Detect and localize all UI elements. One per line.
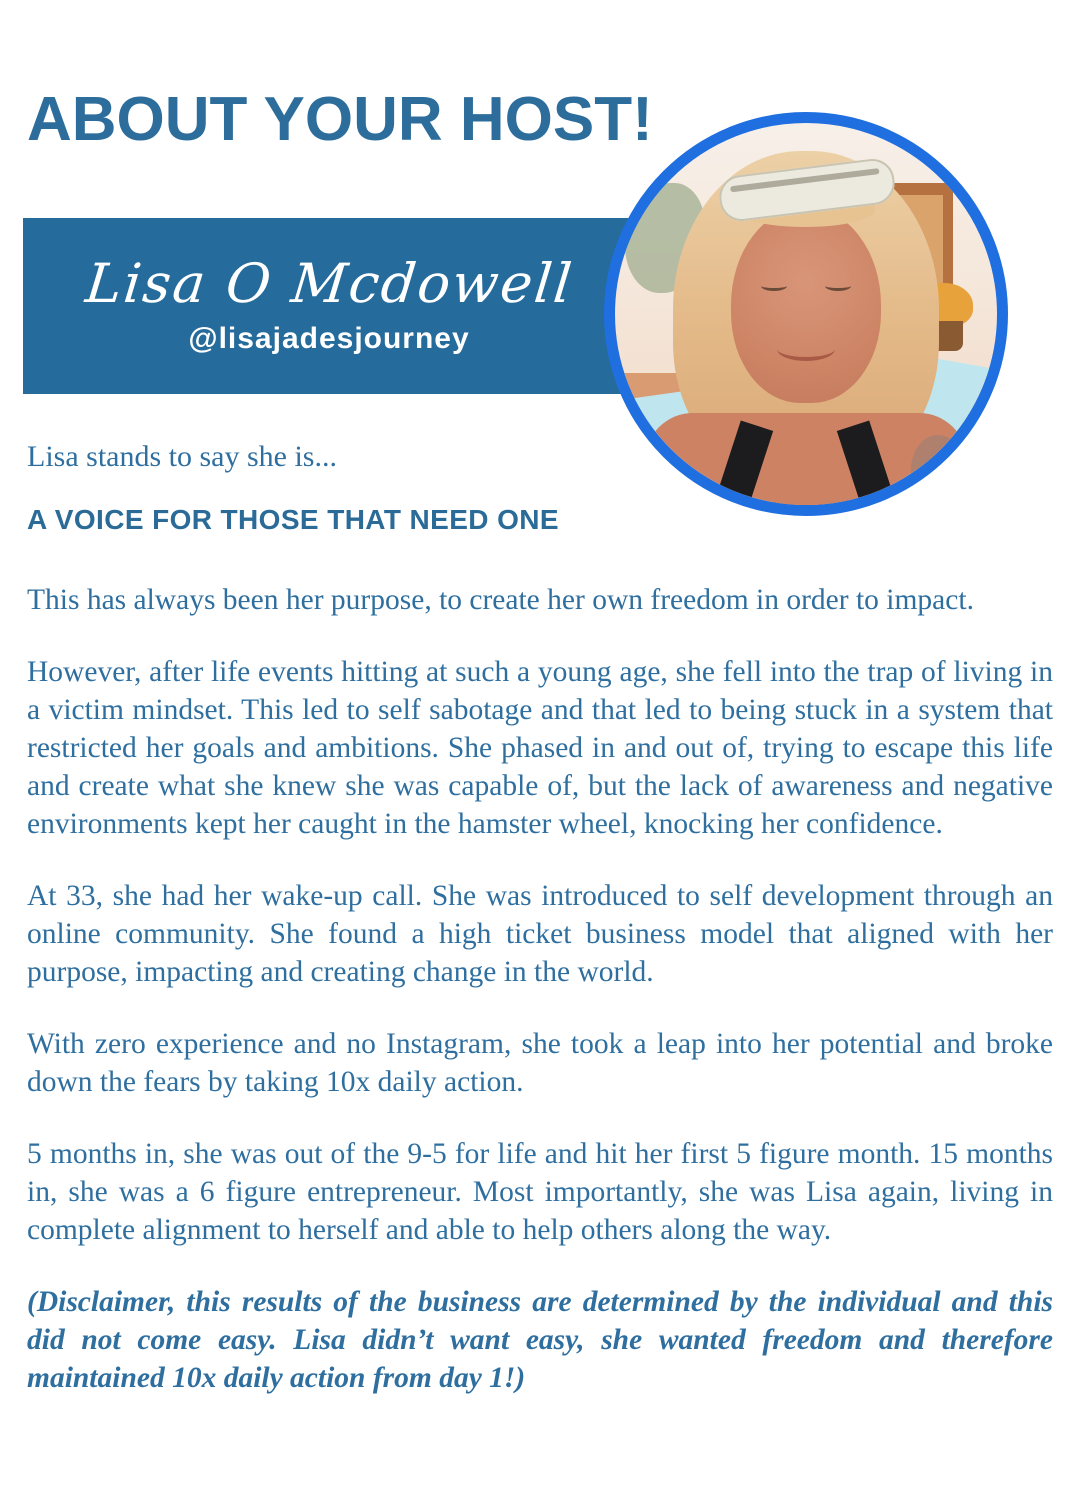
avatar-eye-right: [825, 281, 851, 291]
paragraph-purpose: This has always been her purpose, to create her own freedom in order to impact.: [27, 584, 974, 616]
instagram-handle: @lisajadesjourney: [188, 322, 470, 356]
paragraph-milestones: 5 months in, she was out of the 9-5 for life and hit her first 5 figure month. 15 months in, she was a 6 figure entrepreneur. Most importantly, she was Lisa again, living in complete alignment to herself and able to help others along the way.: [27, 1138, 1053, 1246]
lead-line: Lisa stands to say she is...: [27, 440, 337, 473]
host-signature-name: Lisa O Mcdowell: [82, 251, 576, 315]
paragraph-life-events: However, after life events hitting at such a young age, she fell into the trap of living in a victim mindset. This led to self sabotage and that led to being stuck in a system that restricted her goals and ambitions. She phased in and out of, trying to escape this life and create what she knew she was capable of, but the lack of awareness and negative environments kept her caught in the hamster wheel, knocking her confidence.: [27, 656, 1053, 840]
paragraph-zero-experience: With zero experience and no Instagram, she took a leap into her potential and broke down the fears by taking 10x daily action.: [27, 1028, 1053, 1098]
page-title: ABOUT YOUR HOST!: [27, 85, 653, 154]
paragraph-wake-up-call: At 33, she had her wake-up call. She was introduced to self development through an online community. She found a high ticket business model that aligned with her purpose, impacting and creating change in the world.: [27, 880, 1053, 988]
avatar-face: [731, 207, 881, 403]
disclaimer-text: (Disclaimer, this results of the business are determined by the individual and this did not come easy. Lisa didn’t want easy, she wanted freedom and therefore maintained 10x daily action from day 1!): [27, 1286, 1053, 1394]
host-name-banner: [23, 218, 635, 394]
host-photo: [604, 112, 1008, 516]
avatar-smile: [777, 337, 835, 361]
avatar-tattoo: [911, 435, 965, 505]
body-text-column: [27, 438, 1053, 1397]
voice-headline: A VOICE FOR THOSE THAT NEED ONE: [27, 504, 559, 535]
avatar-eye-left: [761, 281, 787, 291]
